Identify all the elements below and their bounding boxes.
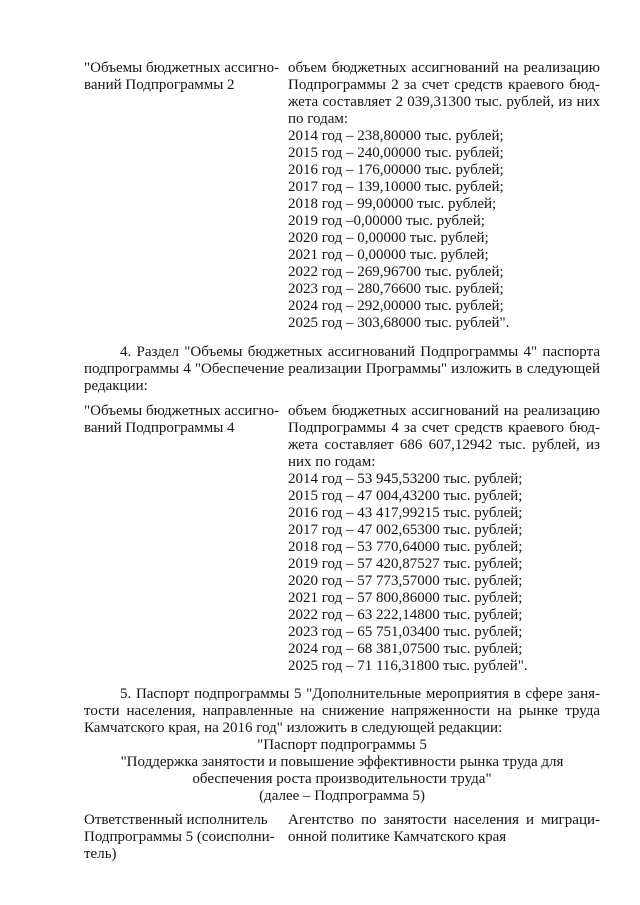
block3-label-line-2: Подпрограммы 5 (соисполни- [84,829,275,845]
block2-year-2014: 2014 год – 53 945,53200 тыс. рублей; [288,471,523,487]
block1-intro-line-4: по годам: [288,111,349,127]
paragraph-5-line-1: 5. Паспорт подпрограммы 5 "Дополнительные мероприятия в сфере заня- [120,686,600,702]
block1-year-2020: 2020 год – 0,00000 тыс. рублей; [288,230,489,246]
passport-title-line-1: "Паспорт подпрограммы 5 [257,737,427,753]
block2-year-2015: 2015 год – 47 004,43200 тыс. рублей; [288,488,523,504]
block1-year-2025: 2025 год – 303,68000 тыс. рублей". [288,315,510,331]
block1-intro-line-3: жета составляет 2 039,31300 тыс. рублей, из них [288,94,600,110]
block1-year-2015: 2015 год – 240,00000 тыс. рублей; [288,145,504,161]
paragraph-5-line-2: тости населения, направленные на снижение напряженности на рынке труда [84,703,600,719]
block2-year-2017: 2017 год – 47 002,65300 тыс. рублей; [288,522,523,538]
block2-year-2018: 2018 год – 53 770,64000 тыс. рублей; [288,539,523,555]
block1-year-2021: 2021 год – 0,00000 тыс. рублей; [288,247,489,263]
block1-year-2022: 2022 год – 269,96700 тыс. рублей; [288,264,504,280]
block1-label-line-2: ваний Подпрограммы 2 [84,77,235,93]
paragraph-4-line-3: редакции: [84,378,148,394]
block1-year-2019: 2019 год –0,00000 тыс. рублей; [288,213,485,229]
block1-label-line-1: "Объемы бюджетных ассигно- [84,60,280,76]
block2-intro-line-4: них по годам: [288,454,376,470]
passport-title-line-2: "Поддержка занятости и повышение эффективности рынка труда для [120,754,564,770]
block1-intro-line-2: Подпрограммы 2 за счет средств краевого бюд- [288,77,600,93]
block2-intro-line-2: Подпрограммы 4 за счет средств краевого бюд- [288,420,600,436]
paragraph-4-line-2: подпрограммы 4 "Обеспечение реализации Программы" изложить в следующей [84,361,600,377]
passport-title-line-4: (далее – Подпрограмма 5) [259,788,425,804]
block1-intro-line-1: объем бюджетных ассигнований на реализацию [288,60,600,76]
block2-label-line-2: ваний Подпрограммы 4 [84,420,235,436]
block2-year-2019: 2019 год – 57 420,87527 тыс. рублей; [288,556,523,572]
block1-year-2014: 2014 год – 238,80000 тыс. рублей; [288,128,504,144]
block3-value-line-2: онной политике Камчатского края [288,829,507,845]
block3-label-line-1: Ответственный исполнитель [84,812,268,828]
block2-year-2025: 2025 год – 71 116,31800 тыс. рублей". [288,658,528,674]
block2-year-2021: 2021 год – 57 800,86000 тыс. рублей; [288,590,523,606]
block2-year-2023: 2023 год – 65 751,03400 тыс. рублей; [288,624,523,640]
paragraph-5-line-3: Камчатского края, на 2016 год" изложить в следующей редакции: [84,720,503,736]
block1-year-2023: 2023 год – 280,76600 тыс. рублей; [288,281,504,297]
paragraph-4-line-1: 4. Раздел "Объемы бюджетных ассигнований Подпрограммы 4" паспорта [120,344,600,360]
block2-year-2020: 2020 год – 57 773,57000 тыс. рублей; [288,573,523,589]
block1-year-2016: 2016 год – 176,00000 тыс. рублей; [288,162,504,178]
block2-label-line-1: "Объемы бюджетных ассигно- [84,403,280,419]
block3-label-line-3: тель) [84,846,117,862]
block1-year-2024: 2024 год – 292,00000 тыс. рублей; [288,298,504,314]
block1-year-2017: 2017 год – 139,10000 тыс. рублей; [288,179,504,195]
passport-title-line-3: обеспечения роста производительности труда" [192,771,492,787]
block1-year-2018: 2018 год – 99,00000 тыс. рублей; [288,196,497,212]
block2-intro-line-1: объем бюджетных ассигнований на реализацию [288,403,600,419]
block2-year-2016: 2016 год – 43 417,99215 тыс. рублей; [288,505,523,521]
block2-year-2024: 2024 год – 68 381,07500 тыс. рублей; [288,641,523,657]
block3-value-line-1: Агентство по занятости населения и миграци- [288,812,600,828]
block2-intro-line-3: жета составляет 686 607,12942 тыс. рублей, из [288,437,600,453]
block2-year-2022: 2022 год – 63 222,14800 тыс. рублей; [288,607,523,623]
